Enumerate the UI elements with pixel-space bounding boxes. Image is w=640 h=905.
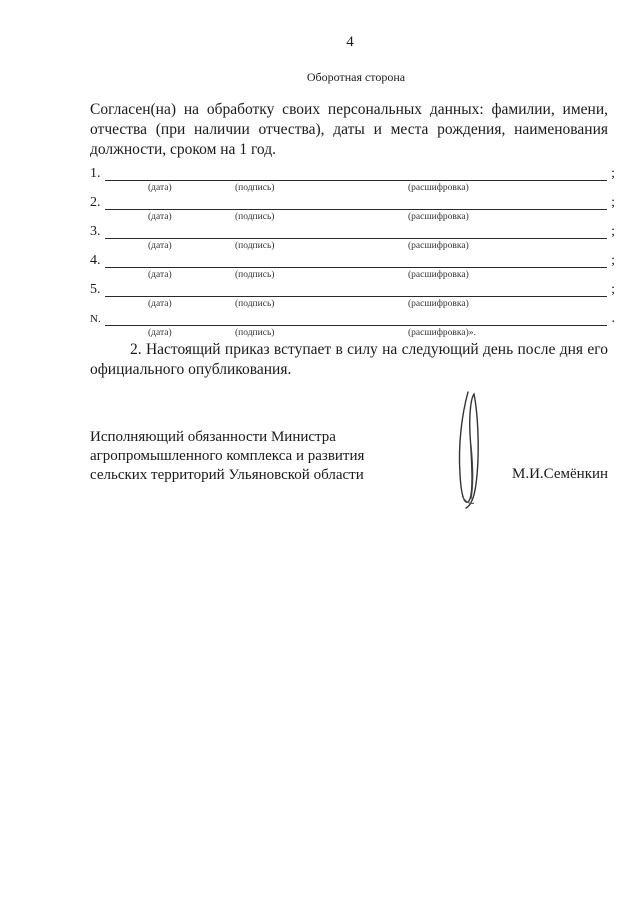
row-number: N. xyxy=(90,313,101,325)
decode-caption: (расшифровка) xyxy=(408,299,469,309)
row-terminator: . xyxy=(611,311,615,326)
decode-caption: (расшифровка) xyxy=(408,183,469,193)
row-terminator: ; xyxy=(611,282,615,297)
signer-position xyxy=(90,428,364,485)
handwritten-signature xyxy=(440,384,500,514)
signer-position-line: сельских территорий Ульяновской области xyxy=(90,467,364,483)
decode-caption: (расшифровка)». xyxy=(408,328,476,338)
signature-caption: (подпись) xyxy=(235,270,275,280)
fill-line xyxy=(105,180,607,181)
decode-caption: (расшифровка) xyxy=(408,212,469,222)
effective-date-paragraph: 2. Настоящий приказ вступает в силу на следующий день после дня его официального опубликования. xyxy=(90,341,608,378)
row-terminator: ; xyxy=(611,195,615,210)
date-caption: (дата) xyxy=(148,299,172,309)
row-number: 3. xyxy=(90,224,101,239)
decode-caption: (расшифровка) xyxy=(408,241,469,251)
date-caption: (дата) xyxy=(148,183,172,193)
signer-position-line: Исполняющий обязанности Министра xyxy=(90,429,336,445)
signature-row xyxy=(90,282,615,312)
fill-line xyxy=(105,209,607,210)
row-number: 1. xyxy=(90,166,101,181)
date-caption: (дата) xyxy=(148,241,172,251)
row-number: 4. xyxy=(90,253,101,268)
signer-name: М.И.Семёнкин xyxy=(512,466,609,482)
row-terminator: ; xyxy=(611,224,615,239)
row-number: 5. xyxy=(90,282,101,297)
signature-caption: (подпись) xyxy=(235,328,275,338)
fill-line xyxy=(105,296,607,297)
page-number: 4 xyxy=(346,34,354,50)
date-caption: (дата) xyxy=(148,270,172,280)
decode-caption: (расшифровка) xyxy=(408,270,469,280)
fill-line xyxy=(105,267,607,268)
date-caption: (дата) xyxy=(148,328,172,338)
signature-row xyxy=(90,311,615,341)
row-terminator: ; xyxy=(611,166,615,181)
signature-caption: (подпись) xyxy=(235,299,275,309)
signature-caption: (подпись) xyxy=(235,241,275,251)
page-subtitle: Оборотная сторона xyxy=(306,70,406,84)
signature-row xyxy=(90,195,615,225)
row-terminator: ; xyxy=(611,253,615,268)
signature-row xyxy=(90,166,615,196)
signature-caption: (подпись) xyxy=(235,212,275,222)
signature-caption: (подпись) xyxy=(235,183,275,193)
fill-line xyxy=(105,238,607,239)
row-number: 2. xyxy=(90,195,101,210)
signature-row xyxy=(90,253,615,283)
consent-paragraph: Согласен(на) на обработку своих персональных данных: фамилии, имени, отчества (при наличии отчества), даты и места рождения, наименования должности, сроком на 1 год. xyxy=(90,101,608,158)
signer-position-line: агропромышленного комплекса и развития xyxy=(90,448,365,464)
fill-line xyxy=(105,325,607,326)
signature-row xyxy=(90,224,615,254)
date-caption: (дата) xyxy=(148,212,172,222)
